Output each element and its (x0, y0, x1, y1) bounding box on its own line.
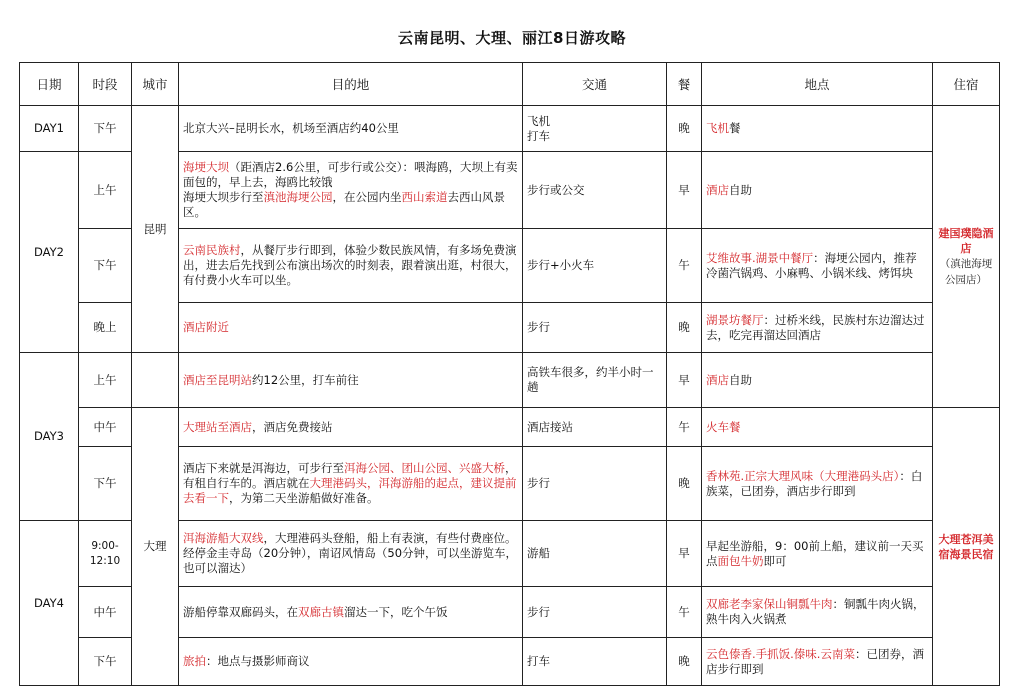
dest-text: ：地点与摄影师商议 (206, 654, 310, 668)
place-text: 餐 (729, 121, 741, 135)
place-cell (702, 353, 933, 408)
transport-cell: 步行 (523, 303, 667, 353)
lodging-name: 建国璞隐酒店 (938, 226, 994, 255)
place-cell (702, 638, 933, 686)
destination-cell (179, 303, 523, 353)
place-text: 自助 (729, 182, 752, 197)
place-cell (702, 106, 933, 152)
place-highlight: 云色傣香.手抓饭.傣味.云南菜 (706, 646, 855, 661)
place-highlight: 双廊老李家保山铜瓢牛肉 (706, 597, 833, 611)
dest-text: ，在公园内坐 (332, 190, 402, 204)
table-row (20, 353, 1000, 408)
transport-cell: 步行 (523, 587, 667, 638)
place-highlight: 艾维故事.湖景中餐厅 (706, 250, 814, 265)
day-label: DAY1 (20, 106, 79, 152)
slot-cell: 上午 (79, 152, 132, 229)
header-row (20, 63, 1000, 106)
transport-cell: 酒店接站 (523, 408, 667, 447)
destination-cell (179, 638, 523, 686)
day-label: DAY3 (20, 353, 79, 521)
stay-cell-kunming (933, 106, 1000, 408)
place-highlight: 湖景坊餐厅 (706, 312, 764, 327)
table-row (20, 106, 1000, 152)
meal-cell: 晚 (667, 447, 702, 521)
itinerary-table (19, 62, 1000, 686)
transport-cell: 步行 (523, 447, 667, 521)
slot-start: 9:00- (91, 539, 119, 552)
slot-cell: 上午 (79, 353, 132, 408)
place-highlight: 酒店 (706, 182, 729, 197)
place-cell (702, 152, 933, 229)
transport-line: 飞机 (527, 113, 550, 128)
transport-cell: 游船 (523, 521, 667, 587)
dest-highlight: 洱海公园、团山公园、兴盛大桥 (344, 461, 505, 475)
meal-cell: 晚 (667, 106, 702, 152)
meal-cell: 午 (667, 408, 702, 447)
dest-highlight: 酒店附近 (183, 320, 229, 334)
place-cell (702, 447, 933, 521)
destination-cell (179, 152, 523, 229)
dest-text: 约12公里，打车前往 (252, 372, 359, 387)
place-text: 即可 (763, 553, 787, 568)
city-cell: 大理 (132, 408, 179, 686)
slot-cell (79, 521, 132, 587)
place-highlight: 飞机 (706, 121, 729, 135)
transport-cell (523, 106, 667, 152)
place-highlight: 面包牛奶 (717, 553, 764, 568)
header-transport: 交通 (523, 63, 667, 106)
dest-highlight: 云南民族村 (183, 243, 241, 257)
place-text: 早起坐游船，9：00前上船，建议前一天买点 (706, 538, 924, 568)
header-date: 日期 (20, 63, 79, 106)
day-label: DAY4 (20, 521, 79, 686)
slot-cell: 中午 (79, 408, 132, 447)
place-text: ：过桥米线，民族村东边溜达过去，吃完再溜达回酒店 (706, 312, 925, 342)
lodging-name: 大理苍洱美宿海景民宿 (938, 532, 994, 561)
meal-cell: 早 (667, 353, 702, 408)
place-highlight: 火车餐 (706, 419, 741, 434)
header-place: 地点 (702, 63, 933, 106)
dest-highlight: 大理站至酒店 (183, 419, 252, 434)
dest-text: （距酒店2.6公里，可步行或公交）：喂海鸥，大坝上有卖面包的，早上去，海鸥比较饿 (183, 160, 518, 189)
dest-highlight: 双廊古镇 (298, 604, 344, 619)
dest-text: 海埂大坝步行至 (183, 190, 264, 204)
dest-highlight: 大理港码头，洱海游船的起点，建议提前去看一下 (183, 476, 517, 505)
header-slot: 时段 (79, 63, 132, 106)
dest-text: 酒店下来就是洱海边，可步行至 (183, 461, 344, 475)
destination-cell (179, 353, 523, 408)
destination-cell (179, 521, 523, 587)
transport-cell: 步行+小火车 (523, 229, 667, 303)
dest-highlight: 海埂大坝 (183, 160, 229, 174)
transport-cell: 高铁车很多，约半小时一趟 (523, 353, 667, 408)
dest-highlight: 洱海游船大双线 (183, 531, 264, 545)
dest-highlight: 西山索道 (401, 190, 448, 204)
dest-highlight: 酒店至昆明站 (183, 372, 252, 387)
dest-text: 去西山风景区。 (183, 190, 505, 219)
dest-text: 溜达一下，吃个午饭 (344, 604, 448, 619)
header-meal: 餐 (667, 63, 702, 106)
header-stay: 住宿 (933, 63, 1000, 106)
place-text: 自助 (729, 372, 752, 387)
place-cell (702, 587, 933, 638)
destination-cell (179, 447, 523, 521)
dest-text: ，有租自行车的。酒店就在 (183, 461, 517, 490)
meal-cell: 早 (667, 152, 702, 229)
dest-text: 游船停靠双廊码头，在 (183, 604, 298, 619)
slot-cell: 下午 (79, 447, 132, 521)
destination-cell (179, 408, 523, 447)
destination-cell (179, 587, 523, 638)
meal-cell: 晚 (667, 638, 702, 686)
slot-cell: 下午 (79, 106, 132, 152)
dest-text: ，从餐厅步行即到，体验少数民族风情，有多场免费演出，进去后先找到公布演出场次的时刻表，跟着演出逛，村很大，有付费小火车可以坐。 (183, 243, 517, 287)
stay-cell-dali (933, 408, 1000, 686)
destination-cell (179, 229, 523, 303)
slot-cell: 下午 (79, 638, 132, 686)
dest-text: ，为第二天坐游船做好准备。 (229, 491, 379, 505)
slot-cell: 下午 (79, 229, 132, 303)
page-title: 云南昆明、大理、丽江8日游攻略 (398, 29, 626, 47)
city-cell-blank (132, 353, 179, 408)
meal-cell: 午 (667, 229, 702, 303)
slot-end: 12:10 (89, 554, 121, 567)
transport-line: 打车 (527, 128, 550, 143)
header-destination: 目的地 (179, 63, 523, 106)
header-city: 城市 (132, 63, 179, 106)
slot-cell: 中午 (79, 587, 132, 638)
place-cell (702, 229, 933, 303)
meal-cell: 晚 (667, 303, 702, 353)
place-text: ：铜瓢牛肉火锅，熟牛肉入火锅煮 (706, 597, 925, 626)
dest-highlight: 滇池海埂公园 (263, 190, 333, 204)
dest-highlight: 旅拍 (183, 654, 206, 668)
dest-text: ，酒店免费接站 (252, 419, 333, 434)
meal-cell: 午 (667, 587, 702, 638)
place-highlight: 酒店 (706, 372, 729, 387)
place-cell (702, 408, 933, 447)
place-cell (702, 521, 933, 587)
transport-cell: 打车 (523, 638, 667, 686)
place-text: ：已团券，酒店步行即到 (706, 646, 924, 676)
place-text: ：海埂公园内，推荐冷菌汽锅鸡、小麻鸭、小锅米线、烤饵块 (706, 250, 917, 280)
transport-cell: 步行或公交 (523, 152, 667, 229)
table-row (20, 408, 1000, 447)
city-cell: 昆明 (132, 106, 179, 353)
destination-cell: 北京大兴–昆明长水，机场至酒店约40公里 (179, 106, 523, 152)
meal-cell: 早 (667, 521, 702, 587)
lodging-branch: （滇池海埂公园店） (939, 257, 993, 286)
slot-cell: 晚上 (79, 303, 132, 353)
dest-text: ，大理港码头登船，船上有表演，有些付费座位。经停金圭寺岛（20分钟），南诏风情岛（50分钟，可以坐游览车，也可以溜达） (183, 531, 518, 575)
place-cell (702, 303, 933, 353)
place-highlight: 香林苑.正宗大理风味（大理港码头店） (706, 468, 900, 483)
day-label: DAY2 (20, 152, 79, 353)
place-text: ：白族菜，已团券，酒店步行即到 (706, 468, 923, 498)
